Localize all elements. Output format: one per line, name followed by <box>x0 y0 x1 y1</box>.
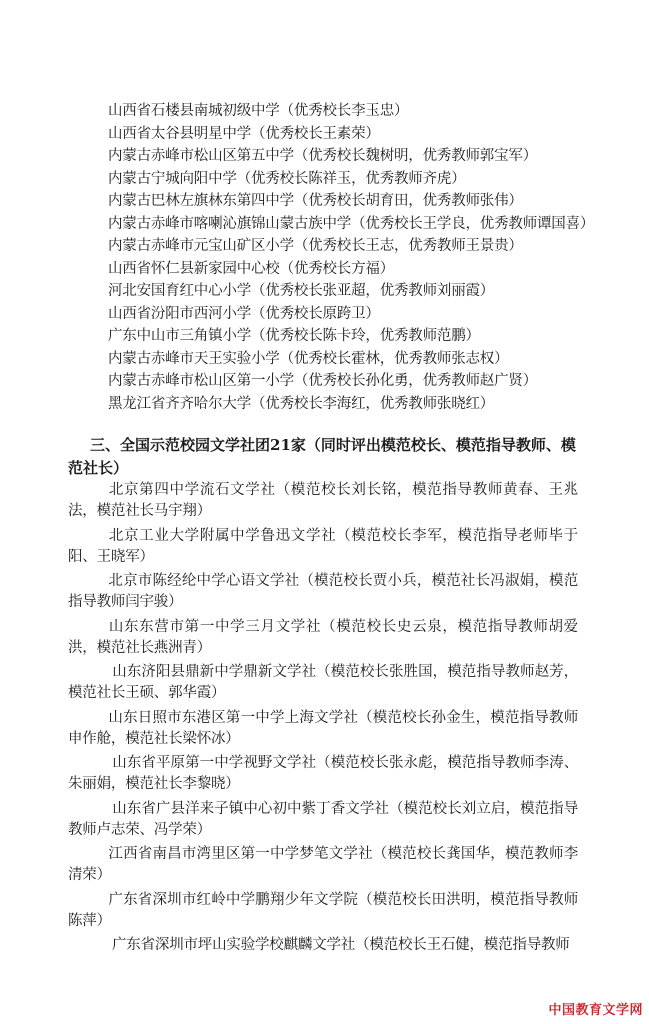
school-line: 黑龙江省齐齐哈尔大学（优秀校长李海红，优秀教师张晓红） <box>108 395 495 412</box>
school-line: 内蒙古赤峰市松山区第五中学（优秀校长魏树明，优秀教师郭宝军） <box>108 148 537 164</box>
club-entry <box>68 753 578 795</box>
school-line: 山西省怀仁县新家园中心校（优秀校长方福） <box>108 260 394 277</box>
club-entry <box>68 935 578 956</box>
club-entry-text: 北京市陈经纶中学心语文学社（模范校长贾小兵，模范社长冯淑娟，模范指导教师闫宇骏） <box>68 573 578 610</box>
club-entry-text: 山东东营市第一中学三月文学社（模范校长史云泉，模范指导教师胡爱洪，模范社长燕洲青） <box>68 618 578 656</box>
school-line: 广东中山市三角镇小学（优秀校长陈卡玲，优秀教师范鹏） <box>108 328 480 344</box>
club-entry <box>68 526 578 568</box>
club-entry <box>68 890 578 932</box>
club-entry-text: 江西省南昌市湾里区第一中学梦笔文学社（模范校长龚国华，模范教师李清荣） <box>68 846 578 883</box>
club-entry <box>68 571 578 613</box>
club-entry-text: 山东日照市东港区第一中学上海文学社（模范校长孙金生，模范指导教师申作舱，模范社长梁怀冰） <box>68 709 578 747</box>
award-school-list <box>108 100 628 415</box>
club-entry <box>68 708 578 750</box>
club-entry <box>68 662 578 704</box>
school-line: 山西省太谷县明星中学（优秀校长王素荣） <box>108 125 380 142</box>
school-line: 内蒙古赤峰市元宝山矿区小学（优秀校长王志，优秀教师王景贵） <box>108 238 523 254</box>
school-line: 河北安国育红中心小学（优秀校长张亚超，优秀教师刘丽霞） <box>108 283 495 299</box>
club-entry-text: 广东省深圳市红岭中学鹏翔少年文学院（模范校长田洪明，模范指导教师陈萍） <box>68 891 578 929</box>
school-line: 内蒙古赤峰市喀喇沁旗锦山蒙古族中学（优秀校长王学良，优秀教师谭国喜） <box>108 215 595 232</box>
club-entry-text: 山东省平原第一中学视野文学社（模范校长张永彪，模范指导教师李涛、朱丽娟，模范社长李黎晓） <box>68 755 578 792</box>
club-entry-text: 山东省广县洋来子镇中心初中紫丁香文学社（模范校长刘立启，模范指导教师卢志荣、冯学荣） <box>68 800 578 838</box>
literary-club-list <box>68 480 578 960</box>
club-entry-text: 北京第四中学流石文学社（模范校长刘长铭，模范指导教师黄春、王兆法，模范社长马宇翔） <box>68 482 578 519</box>
club-entry <box>68 617 578 659</box>
school-line: 内蒙古赤峰市松山区第一小学（优秀校长孙化勇，优秀教师赵广贤） <box>108 373 537 389</box>
site-watermark: 中国教育文学网 <box>548 1003 643 1018</box>
school-line: 山西省石楼县南城初级中学（优秀校长李玉忠） <box>108 103 409 119</box>
club-entry-text: 北京工业大学附属中学鲁迅文学社（模范校长李军，模范指导老师毕于阳、王晓军） <box>68 527 578 565</box>
school-line: 内蒙古赤峰市天王实验小学（优秀校长霍林，优秀教师张志权） <box>108 350 509 367</box>
club-entry <box>68 799 578 841</box>
school-line: 内蒙古巴林左旗林东第四中学（优秀校长胡育田，优秀教师张伟） <box>108 193 523 209</box>
section-heading-text: 三、全国示范校园文学社团21家（同时评出模范校长、模范指导教师、模范社长） <box>68 436 576 477</box>
club-entry-text: 山东济阳县鼎新中学鼎新文学社（模范校长张胜国，模范指导教师赵芳，模范社长王硕、郭华霞） <box>68 664 578 701</box>
club-entry <box>68 480 578 522</box>
section-heading <box>68 434 578 480</box>
school-line: 内蒙古宁城向阳中学（优秀校长陈祥玉，优秀教师齐虎） <box>108 170 466 187</box>
club-entry-text: 广东省深圳市坪山实验学校麒麟文学社（模范校长王石健，模范指导教师 <box>112 937 570 953</box>
club-entry <box>68 844 578 886</box>
school-line: 山西省汾阳市西河小学（优秀校长原跨卫） <box>108 305 380 322</box>
